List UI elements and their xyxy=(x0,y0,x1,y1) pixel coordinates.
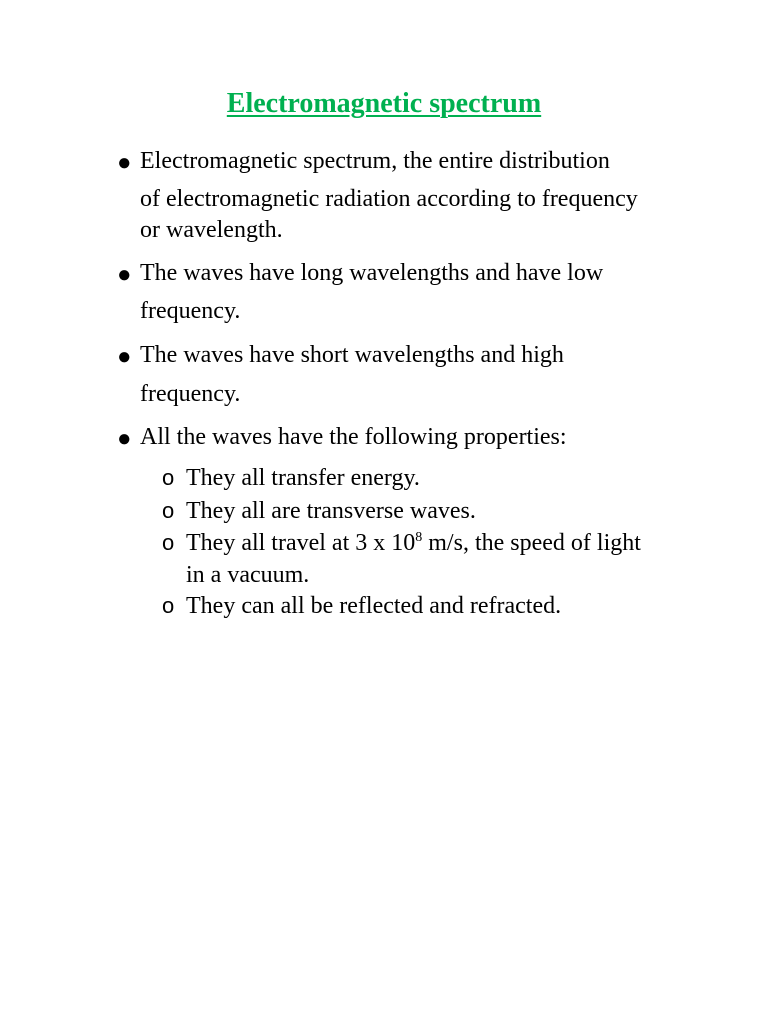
bullet-2-line-1: The waves have long wavelengths and have low xyxy=(140,260,604,286)
sub-item-3 xyxy=(186,528,641,558)
sub-item-4: They can all be reflected and refracted. xyxy=(186,593,562,619)
bullet-icon: ● xyxy=(117,426,132,452)
sub-item-3-text-after: m/s, the speed of light xyxy=(422,530,641,556)
sub-bullet-icon: o xyxy=(162,465,175,490)
bullet-1-line-3: or wavelength. xyxy=(140,217,283,243)
superscript-exponent: 8 xyxy=(415,530,423,545)
sub-item-2: They all are transverse waves. xyxy=(186,498,476,524)
bullet-3-line-2: frequency. xyxy=(140,381,241,407)
page-title: Electromagnetic spectrum xyxy=(226,88,542,119)
bullet-icon: ● xyxy=(117,262,132,288)
sub-item-3-continuation: in a vacuum. xyxy=(186,562,310,588)
bullet-3-line-1: The waves have short wavelengths and high xyxy=(140,342,564,368)
sub-bullet-icon: o xyxy=(162,530,175,555)
bullet-4-line-1: All the waves have the following properties: xyxy=(140,424,567,450)
bullet-1-line-1: Electromagnetic spectrum, the entire distribution xyxy=(140,148,610,174)
bullet-icon: ● xyxy=(117,344,132,370)
sub-item-3-text-before: They all travel at 3 x 10 xyxy=(186,530,416,556)
bullet-2-line-2: frequency. xyxy=(140,298,241,324)
bullet-icon: ● xyxy=(117,150,132,176)
sub-bullet-icon: o xyxy=(162,498,175,523)
sub-item-1: They all transfer energy. xyxy=(186,465,420,491)
sub-bullet-icon: o xyxy=(162,593,175,618)
bullet-1-line-2: of electromagnetic radiation according to frequency xyxy=(140,186,638,212)
